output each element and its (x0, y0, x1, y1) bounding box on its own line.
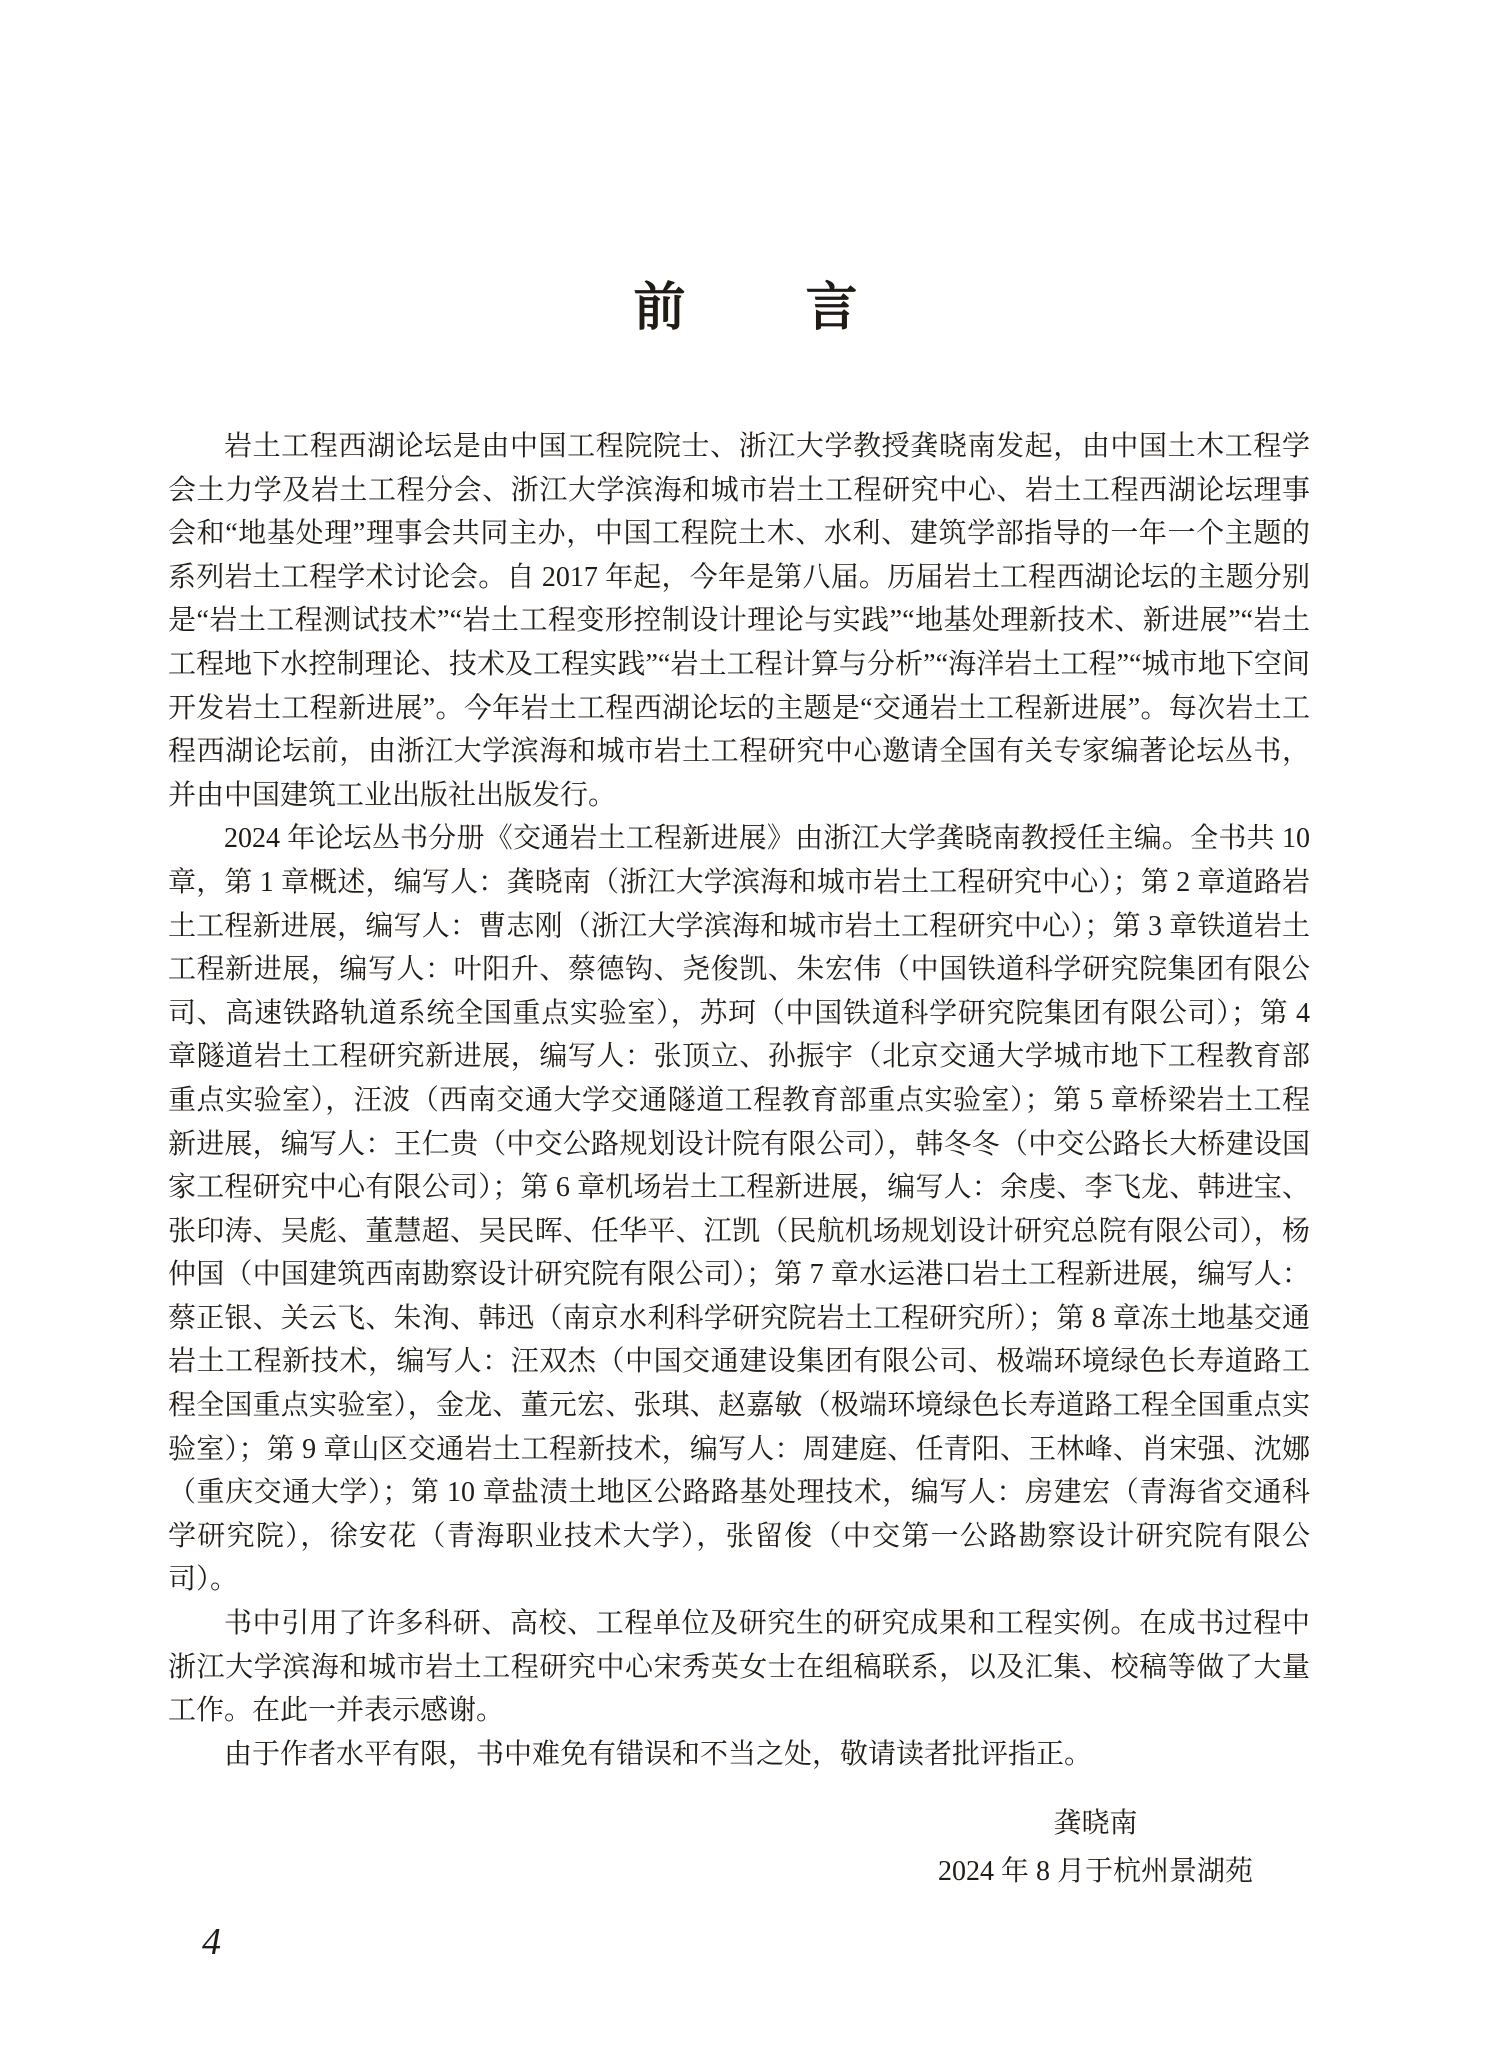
paragraph-acknowledgement: 书中引用了许多科研、高校、工程单位及研究生的研究成果和工程实例。在成书过程中浙江大学滨海和城市岩土工程研究中心宋秀英女士在组稿联系，以及汇集、校稿等做了大量工作。在此一并表示感谢。 (168, 1608, 1310, 1727)
signature-date-place: 2024 年 8 月于杭州景湖苑 (937, 1856, 1253, 1888)
preface-body (168, 425, 1310, 1896)
signature-block (938, 1800, 1253, 1896)
paragraph-apology: 由于作者水平有限，书中难免有错误和不当之处，敬请读者批评指正。 (224, 1738, 1093, 1770)
signature-author-name: 龚晓南 (1053, 1808, 1138, 1840)
page-title: 前言 (633, 280, 978, 337)
paragraph-book-chapters: 2024 年论坛丛书分册《交通岩土工程新进展》由浙江大学龚晓南教授任主编。全书共 10 章，第 1 章概述，编写人：龚晓南（浙江大学滨海和城市岩土工程研究中心）；第 2 章道路岩土工程新进展，编写人：曹志刚（浙江大学滨海和城市岩土工程研究中心）；第 3 章铁道岩土工程新进展，编写人：叶阳升、蔡德钩、尧俊凯、朱宏伟（中国铁道科学研究院集团有限公司、高速铁路轨道系统全国重点实验室），苏珂（中国铁道科学研究院集团有限公司）；第 4 章隧道岩土工程研究新进展，编写人：张顶立、孙振宇（北京交通大学城市地下工程教育部重点实验室），汪波（西南交通大学交通隧道工程教育部重点实验室）；第 5 章桥梁岩土工程新进展，编写人：王仁贵（中交公路规划设计院有限公司），韩冬冬（中交公路长大桥建设国家工程研究中心有限公司）；第 6 章机场岩土工程新进展，编写人：余虔、李飞龙、韩进宝、张印涛、吴彪、董慧超、吴民晖、任华平、江凯（民航机场规划设计研究总院有限公司），杨仲国（中国建筑西南勘察设计研究院有限公司）；第 7 章水运港口岩土工程新进展，编写人：蔡正银、关云飞、朱洵、韩迅（南京水利科学研究院岩土工程研究所）；第 8 章冻土地基交通岩土工程新技术，编写人：汪双杰（中国交通建设集团有限公司、极端环境绿色长寿道路工程全国重点实验室），金龙、董元宏、张琪、赵嘉敏（极端环境绿色长寿道路工程全国重点实验室）；第 9 章山区交通岩土工程新技术，编写人：周建庭、任青阳、王林峰、肖宋强、沈娜（重庆交通大学）；第 10 章盐渍土地区公路路基处理技术，编写人：房建宏（青海省交通科学研究院），徐安花（青海职业技术大学），张留俊（中交第一公路勘察设计研究院有限公司）。 (168, 823, 1310, 1596)
paragraph-forum-intro: 岩土工程西湖论坛是由中国工程院院士、浙江大学教授龚晓南发起，由中国土木工程学会土力学及岩土工程分会、浙江大学滨海和城市岩土工程研究中心、岩土工程西湖论坛理事会和“地基处理”理事会共同主办，中国工程院土木、水利、建筑学部指导的一年一个主题的系列岩土工程学术讨论会。自 2017 年起，今年是第八届。历届岩土工程西湖论坛的主题分别是“岩土工程测试技术”“岩土工程变形控制设计理论与实践”“地基处理新技术、新进展”“岩土工程地下水控制理论、技术及工程实践”“岩土工程计算与分析”“海洋岩土工程”“城市地下空间开发岩土工程新进展”。今年岩土工程西湖论坛的主题是“交通岩土工程新进展”。每次岩土工程西湖论坛前，由浙江大学滨海和城市岩土工程研究中心邀请全国有关专家编著论坛丛书，并由中国建筑工业出版社出版发行。 (168, 431, 1310, 811)
page-number: 4 (202, 1921, 221, 1963)
